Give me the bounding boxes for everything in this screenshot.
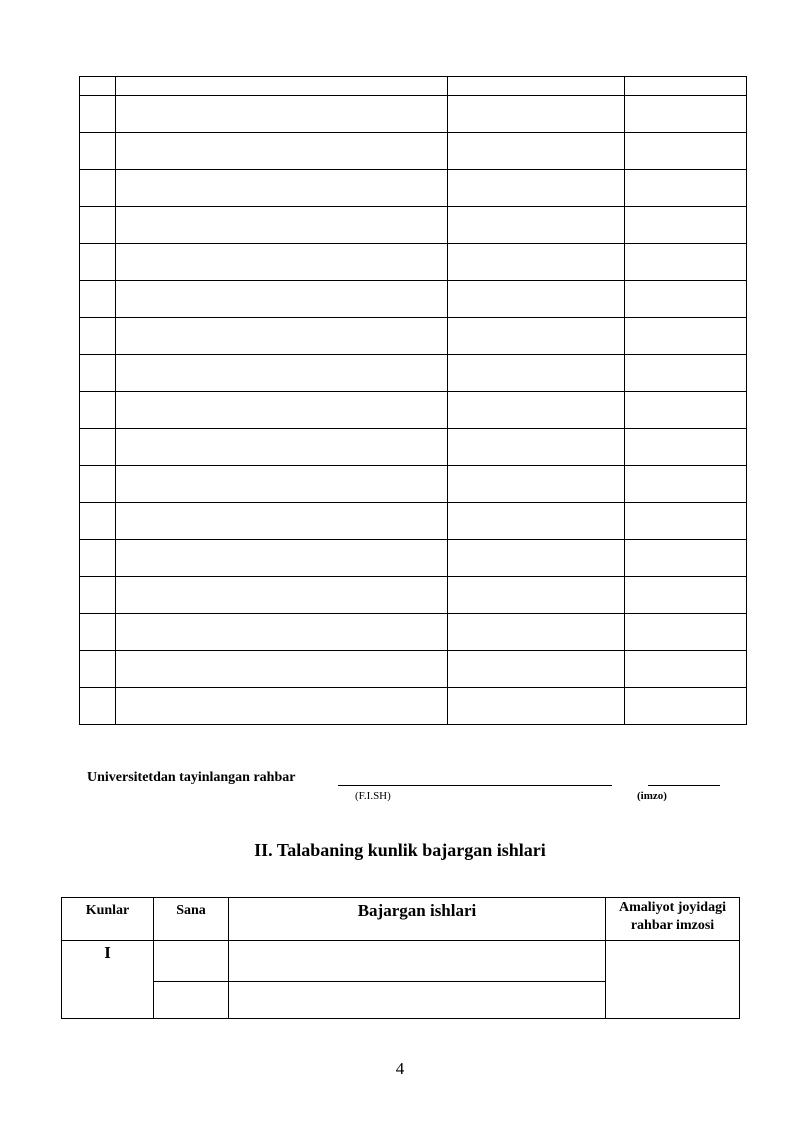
daily-work-table [61,897,740,1019]
table-cell [448,392,625,429]
table-cell [80,577,116,614]
table-cell [116,133,448,170]
table-row [80,651,747,688]
table-cell [80,503,116,540]
table-cell [625,651,747,688]
table-cell [448,170,625,207]
table-cell [448,651,625,688]
table-cell [80,688,116,725]
table-cell [80,244,116,281]
table-cell [448,133,625,170]
table-cell [80,281,116,318]
table-cell [625,614,747,651]
table-cell [625,318,747,355]
table-row [80,355,747,392]
page-number: 4 [395,1059,405,1078]
table-row [80,540,747,577]
header-supervisor-sign: Amaliyot joyidagi rahbar imzosi [606,898,740,941]
table-cell [116,170,448,207]
table-row [80,318,747,355]
table-cell [625,503,747,540]
table-row [80,96,747,133]
table-cell [116,614,448,651]
table-row [80,77,747,96]
table-row [80,688,747,725]
tasks-cell [229,941,606,982]
table-row [62,941,740,982]
table-row [80,392,747,429]
table-cell [625,244,747,281]
table-row [80,577,747,614]
table-row [80,207,747,244]
table-cell [116,503,448,540]
table-row [80,466,747,503]
table-row [80,133,747,170]
table-cell [116,466,448,503]
table-cell [448,577,625,614]
table-cell [116,281,448,318]
supervisor-signature-line [648,785,720,786]
table-cell [116,77,448,96]
table-cell [625,77,747,96]
signature-caption: (imzo) [637,790,667,802]
tasks-cell [229,982,606,1019]
table-cell [448,244,625,281]
date-cell [154,982,229,1019]
records-table [79,76,747,725]
header-date: Sana [154,898,229,941]
table-cell [448,429,625,466]
table-cell [80,614,116,651]
table-cell [116,244,448,281]
table-cell [116,392,448,429]
table-cell [625,392,747,429]
table-cell [448,540,625,577]
table-cell [625,207,747,244]
table-row [80,503,747,540]
table-cell [625,466,747,503]
table-cell [80,96,116,133]
table-cell [448,96,625,133]
table-cell [80,540,116,577]
table-cell [80,318,116,355]
table-cell [116,318,448,355]
table-cell [80,651,116,688]
table-cell [625,170,747,207]
table-cell [80,133,116,170]
name-caption: (F.I.SH) [355,790,391,802]
table-cell [448,77,625,96]
table-cell [625,355,747,392]
table-cell [116,540,448,577]
table-cell [448,281,625,318]
table-cell [116,207,448,244]
table-cell [80,170,116,207]
supervisor-label: Universitetdan tayinlangan rahbar [87,770,296,785]
table-cell [116,355,448,392]
table-cell [625,688,747,725]
table-cell [80,466,116,503]
table-cell [625,540,747,577]
table-cell [116,577,448,614]
table-cell [80,77,116,96]
table-row [80,614,747,651]
table-cell [625,429,747,466]
table-cell [80,207,116,244]
table-cell [625,133,747,170]
table-cell [448,688,625,725]
signature-cell [606,941,740,1019]
table-header-row [62,898,740,941]
supervisor-name-line [338,785,612,786]
table-cell [116,429,448,466]
table-cell [448,207,625,244]
table-row [80,244,747,281]
table-cell [80,355,116,392]
table-cell [116,688,448,725]
table-cell [448,318,625,355]
table-row [80,170,747,207]
table-cell [116,96,448,133]
table-cell [80,429,116,466]
table-cell [448,614,625,651]
table-cell [448,355,625,392]
table-cell [448,503,625,540]
table-row [80,429,747,466]
table-cell [625,577,747,614]
table-cell [116,651,448,688]
table-row [80,281,747,318]
section-title: II. Talabaning kunlik bajargan ishlari [254,840,546,860]
date-cell [154,941,229,982]
table-cell [448,466,625,503]
day-cell: I [62,941,154,1019]
table-cell [80,392,116,429]
header-tasks: Bajargan ishlari [229,898,606,941]
table-cell [625,281,747,318]
header-days: Kunlar [62,898,154,941]
table-cell [625,96,747,133]
